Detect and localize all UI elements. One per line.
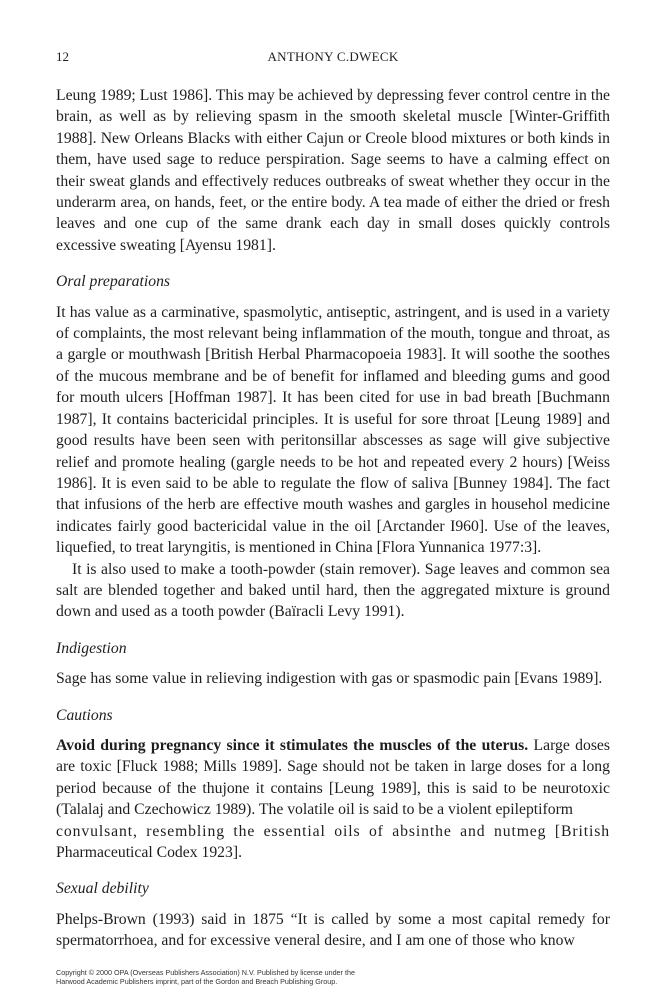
page-number: 12: [56, 49, 69, 64]
heading-indigestion: Indigestion: [56, 639, 127, 657]
paragraph-cautions-end: Pharmaceutical Codex 1923].: [56, 844, 243, 861]
heading-oral-preparations: Oral preparations: [56, 273, 171, 291]
running-title: ANTHONY C.DWECK: [267, 49, 399, 64]
copyright-footer: [56, 968, 610, 986]
paragraph-indigestion: Sage has some value in relieving indigestion with gas or spasmodic pain [Evans 1989].: [56, 670, 603, 688]
copyright-line-2: Harwood Academic Publishers imprint, part of the Gordon and Breach Publishing Group.: [56, 977, 338, 986]
paragraph-sexual-debility: Phelps-Brown (1993) said in 1875 “It is called by some a most capital remedy for spermatorrhoea, and for excessive veneral desire, and I am one of those who know: [56, 910, 610, 950]
heading-cautions: Cautions: [56, 706, 113, 724]
heading-sexual-debility: Sexual debility: [56, 880, 149, 898]
page-body: [56, 85, 610, 952]
copyright-line-1: Copyright © 2000 OPA (Overseas Publishers Association) N.V. Published by license under the: [56, 968, 355, 977]
paragraph-cautions-line: convulsant, resembling the essential oils of absinthe and nutmeg [British: [56, 822, 610, 840]
paragraph-tooth-powder: It is also used to make a tooth-powder (stain remover). Sage leaves and common sea salt are blended together and baked until hard, then the aggregated mixture is ground down and used as a tooth powder (Baïracli Levy 1991).: [56, 560, 610, 621]
pregnancy-warning: Avoid during pregnancy since it stimulates the muscles of the uterus.: [56, 736, 529, 754]
running-header: [56, 47, 610, 67]
paragraph-sweating: Leung 1989; Lust 1986]. This may be achieved by depressing fever control centre in the brain, as well as by relieving spasm in the smooth skeletal muscle [Winter-Griffith 1988]. New Orleans Blacks with either Cajun or Creole blood mixtures or both kinds in them, have used sage to reduce perspiration. Sage seems to have a calming effect on their sweat glands and effectively reduces outbreaks of sweat whether they occur in the underarm area, on hands, feet, or the entire body. A tea made of either the dried or fresh leaves and one cup of the same drank each day in small doses quickly controls excessive sweating [Ayensu 1981].: [56, 87, 610, 254]
paragraph-oral-preparations: It has value as a carminative, spasmolytic, antiseptic, astringent, and is used in a variety of complaints, the most relevant being inflammation of the mouth, tongue and throat, as a gargle or mouthwash [British Herbal Pharmacopoeia 1983]. It will soothe the soothes of the mucous membrane and be of benefit for inflamed and bleeding gums and good for mouth ulcers [Hoffman 1987]. It has been cited for use in bad breath [Buchmann 1987], It contains bactericidal principles. It is useful for sore throat [Leung 1989] and good results have been seen with peritonsillar abscesses as sage will give subjective relief and promote healing (gargle needs to be hot and repeated every 2 hours) [Weiss 1986]. It is even said to be able to regulate the flow of saliva [Bunney 1984]. The fact that infusions of the herb are effective mouth washes and gargles in househol medicine indicates fairly good bactericidal value in the oil [Arctander I960]. Use of the leaves, liquefied, to treat laryngitis, is mentioned in China [Flora Yunnanica 1977:3].: [56, 303, 610, 557]
cautions-text: Large doses are toxic [Fluck 1988; Mills 1989]. Sage should not be taken in large doses for a long period because of the thujone it contains [Leung 1989], this is said to be neurotoxic (Talalaj and Czechowicz 1989). The volatile oil is said to be a violent epileptiform: [56, 736, 611, 819]
paragraph-cautions: [56, 735, 610, 821]
